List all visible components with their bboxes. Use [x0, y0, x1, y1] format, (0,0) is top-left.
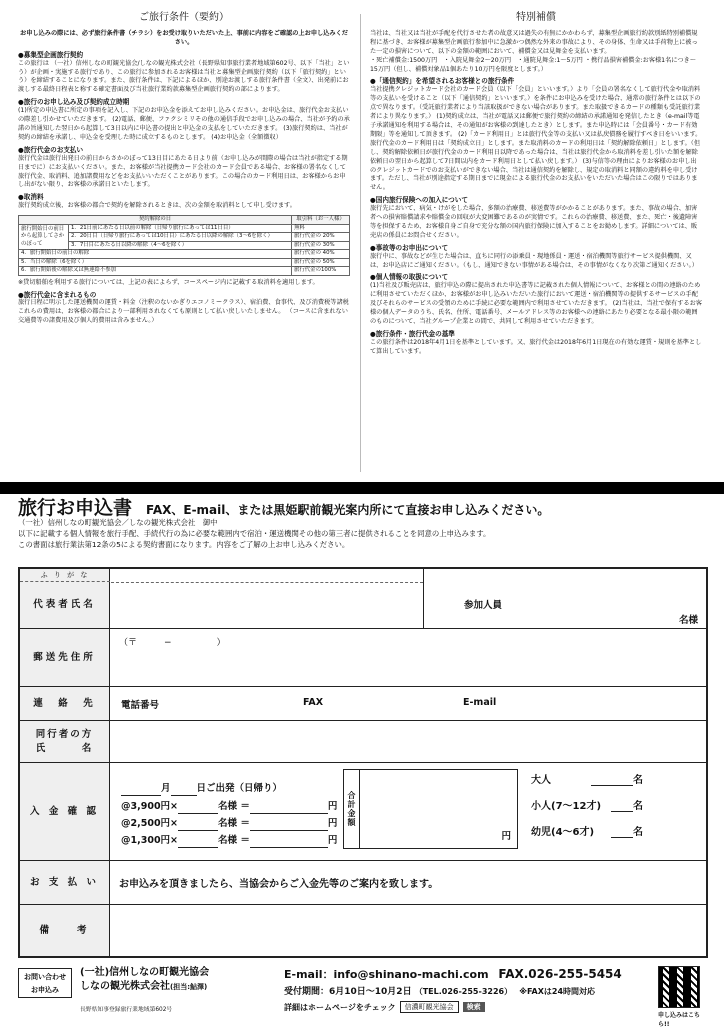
travel-conditions-lead: お申し込みの際には、必ず旅行条件書（チラシ）をお受け取りいただいた上、事前に内容をご確認の上お申し込みください。	[20, 29, 348, 46]
table-cell: 旅行代金の 20%	[292, 233, 350, 242]
search-box[interactable]: 信濃町観光協会	[400, 1001, 459, 1013]
total-label: 合計金額	[344, 770, 360, 848]
table-cell: 旅行代金の 40%	[292, 250, 350, 259]
column-divider	[360, 14, 361, 472]
section-heading: ●国内旅行保険への加入について	[370, 196, 468, 205]
table-row	[19, 233, 350, 242]
companions-input[interactable]	[111, 721, 708, 762]
table-row	[19, 267, 350, 276]
footer-fax: FAX.026-255-5454	[498, 967, 622, 981]
table-cell: 4．旅行開始日の前日の解除	[19, 250, 292, 259]
fax-hours-note: ※FAXは24時間対応	[519, 987, 596, 996]
form-note: この書面は旅行業法第12条の5による契約書面になります。内容をご了解の上お申し込みください。	[18, 540, 350, 549]
application-form-header	[18, 493, 718, 520]
table-header: 契約解除の日	[19, 216, 292, 225]
section-text: 旅行中に、事故などが生じた場合は、直ちに同行の添乗員・現地係員・運送・宿泊機関等旅行サービス提供機関、又は、お申込店にご通知ください。（もし、通知できない事情がある場合は、その事情がなくなり次第ご通知ください。）	[370, 252, 698, 269]
form-row-name	[20, 569, 706, 629]
section-text: 旅行契約成立後、お客様の都合で契約を解除されるときは、次の金額を取消料として申し受けます。	[18, 202, 296, 210]
qr-caption: 申し込みはこちら!!	[658, 1012, 701, 1028]
section-text: 旅行代金は旅行出発日の前日からさかのぼって13日目にあたる日より前（お申し込みが間際の場合は当社が指定する期日までに）にお支払いください。また、お客様が当社提携カード会社のカード会員である場合、お客様の署名なくして旅行代金、取消料、追加諸費用などをお支払いいただくことがあります。この場合のカード利用日は、お客様からお申し出がない限り、お客様の承諾日といたします。	[18, 154, 348, 189]
participants-unit: 名様	[678, 615, 698, 626]
contact-fields[interactable]	[111, 687, 708, 720]
payment-label: お 支 払 い	[20, 861, 110, 904]
contact-label: 連 絡 先	[20, 687, 110, 720]
name-label-text: 代表者氏名	[33, 598, 96, 610]
application-form	[18, 567, 708, 958]
table-note: ※貸切船舶を利用する旅行については、上記の表によらず、コースページ内に記載する取消料を適用します。	[18, 278, 319, 286]
section-text: 旅行先において、病気・けがをした場合、多額の治療費、移送費等がかかることがあります。また、事故の場合、加害者への損害賠償請求や賠償金の回収が大変困難であるのが実情です。これらの治療費、移送費、また、死亡・後遺障害等を担保するため、お客様自身ご自身で充分な額の国内旅行保険に加入することをお勧めします。詳細については、販売店の係員にお問合せください。	[370, 205, 698, 239]
section-heading: ●旅行のお申し込み及び契約成立時期	[18, 98, 130, 107]
total-yen: 円	[501, 831, 511, 842]
section-heading: ●取消料	[18, 193, 44, 202]
price-line: @3,900円× 名様 ＝ 円	[121, 801, 338, 812]
section-heading: ●募集型企画旅行契約	[18, 50, 84, 59]
section-heading: ●事故等のお申出について	[370, 243, 449, 252]
reception-period: 受付期間：6月10日～10月2日	[284, 987, 412, 997]
section-heading: ●個人情報の取扱について	[370, 273, 449, 282]
furigana-label: ふ り が な	[20, 569, 110, 582]
organizer-registration: 長野県知事登録旅行業地域第602号	[80, 1007, 173, 1013]
participants-field[interactable]	[424, 569, 708, 628]
section-text: この旅行条件は2018年4月1日を基準としています。又、旅行代金は2018年6月1日現在の有効な運賃・規則を基準として算出しています。	[370, 338, 702, 355]
table-cell: 1．21日前にあたる日以前の解除（日帰り旅行にあっては11日目）	[69, 224, 292, 233]
table-cell: 無料	[292, 224, 350, 233]
table-header: 取引料（お一人様）	[292, 216, 350, 225]
phone-label: 電話番号	[121, 700, 160, 711]
remarks-label: 備 考	[20, 905, 110, 956]
price-line: @1,300円× 名様 ＝ 円	[121, 835, 338, 846]
count-infant: 幼児(4～6才) 名	[531, 827, 643, 838]
name-input[interactable]	[111, 569, 423, 628]
form-row-payment	[20, 861, 706, 905]
search-button[interactable]: 検索	[463, 1002, 485, 1012]
section-heading: ●旅行代金のお支払い	[18, 145, 84, 154]
footer-tel: （TEL.026-255-3226）	[414, 987, 513, 996]
form-addressee: （一社）信州しなの町観光協会／しなの観光株式会社 御中	[18, 518, 218, 527]
special-compensation-column	[370, 12, 702, 492]
table-cell: 旅行代金の 50%	[292, 258, 350, 267]
section-text: 旅行日程に明示した運送機関の運賃・料金（注釈のないかぎりエコノミークラス）、宿泊費、食事代、及び消費税等諸税これらの費用は、お客様の都合により一部利用されなくても原則として払い戻しいたしません。 （コースに含まれない交通費等の諸費用及び個人的費用は含みません。）	[18, 299, 349, 325]
email-label: E-mail	[463, 697, 497, 708]
section-text: 当社提携クレジットカード会社のカード会員（以下「会員」といいます。）より「会員の署名なくして旅行代金や取消料等の支払いを受けること（以下「通信契約」といいます。）を条件にお申込みを受けた場合、通常の旅行条件とは以下の点で異なります。（受託旅行業者により当該取扱ができない場合があります。また取扱できるカードの種類も受託旅行業者により異なります。） (1)契約成立は、当社が電話又は郵便で旅行契約の締結の承諾通知を発信したとき（e-mail等電子承諾通知を利用する場合は、その通知がお客様の到達したとき）とします。また申込時には「会員番号・カード有効期限」等を通知して頂きます。 (2)「カード利用日」とは旅行代金等の支払い又は払戻債務を履行すべき日をいいます。旅行代金のカード利用日は「契約成立日」とします。また取消料のカードの利用日は「契約解除依頼日」とします。（但し、契約解除依頼日が旅行代金のカード利用日以降であった場合は、当社は旅行代金から取消料を差し引いた額を解除依頼日の翌日から起算して7日間以内をカード利用日として払い戻します。） (3)与信等の理由によりお客様のお申し出のクレジットカードでのお支払いができない場合、当社は通信契約を解除し、規定の取消料と同額の違約料を申し受けます。ただし、当社が別途指定する期日までに現金による旅行代金のお支払いをいただいた場合はこの限りではありません。	[370, 86, 702, 192]
table-row	[19, 224, 350, 233]
fax-label: FAX	[303, 697, 324, 708]
table-row	[19, 241, 350, 250]
payment-note-cell	[111, 861, 708, 904]
footer	[18, 964, 708, 1028]
payment-note: お申込みを頂きましたら、当協会からご入金先等のご案内を致します。	[119, 879, 439, 890]
form-row-contact	[20, 687, 706, 721]
organizer-contact-person: (担当:鮎澤)	[170, 983, 208, 991]
participants-label: 参加人員	[464, 600, 503, 611]
section-text: (1)所定の申込書に所定の事項を記入し、下記のお申込金を添えてお申し込みください。お申込金は、旅行代金お支払いの際差し引かせていただきます。 (2)電話、郵便、ファクシミリその他の通信手段でお申し込みの場合、当社が予約の承諾の旨通知した翌日から起算して3日以内に申込書の提出と申込金の支払をしていただきます。 (3)旅行契約は、当社が契約の締結を承諾し、申込金を受理した時に成立するものとします。 (4)お申込金（全額徴収）	[18, 107, 350, 141]
section-text: (1)当社及び販売店は、旅行申込の際に提出された申込書等に記載された個人情報について、お客様との間の連絡のために利用させていただくほか、お客様がお申し込みいただいた旅行において運送・宿泊機関等の提供するサービスの手配及びそれらのサービスの受領のために手続に必要な範囲内で利用させていただきます。 (2)当社は、当社で保有するお客様の個人データのうち、氏名、住所、電話番号、メールアドレス等のお客様への連絡にあたり必要となる最小限の範囲のものについて、当社グループ企業との間で、共同して利用させていただきます。	[370, 282, 702, 325]
travel-conditions-title: ご旅行条件（要約）	[139, 12, 229, 23]
section-heading: ●旅行条件・旅行代金の基準	[370, 329, 455, 338]
form-row-companions	[20, 721, 706, 763]
table-cell: 5．当日の解除（6を除く）	[19, 258, 292, 267]
address-input[interactable]	[111, 629, 708, 686]
qr-code[interactable]	[658, 966, 700, 1008]
section-heading: ●「通信契約」を希望されるお客様との旅行条件	[370, 77, 515, 86]
table-cell: 旅行代金の 30%	[292, 241, 350, 250]
postal-code-field: （〒 − ）	[119, 638, 226, 648]
form-subtitle: FAX、E-mail、または黒姫駅前観光案内所にて直接お申し込みください。	[146, 503, 550, 517]
form-intro	[18, 517, 718, 550]
cancellation-fee-table	[18, 215, 350, 276]
form-title: 旅行お申込書	[18, 497, 133, 519]
organizer	[80, 966, 209, 994]
count-adult: 大人 名	[531, 775, 643, 786]
table-cell: 旅行代金の100%	[292, 267, 350, 276]
companions-label: 同行者の方 氏 名	[20, 721, 110, 762]
section-text: ・死亡補償金:1500万円 ・入院見舞金2～20万円 ・通院見舞金:1～5万円 ・携行品損害補償金:お客様1名につき～15万円（但し、補償対象品1個あたり10万円を限度とします。）	[370, 56, 696, 73]
form-row-payment-check	[20, 763, 706, 861]
table-cell: 6．旅行開始後の解除又は無連絡不参加	[19, 267, 292, 276]
section-text: この旅行は （一社）信州しなの町観光協会/しなの観光株式会社（長野県知事旅行業者地域第602号、以下「当社」という）が企画・実施する旅行であり、この旅行に参加されるお客様は当社と募集型企画旅行契約（以下「旅行契約」という）を締結することになります。また、旅行条件は、下記によるほか、別途お渡しする旅行条件書（全文）、出発前にお渡しする最終日程表と称する確定書面及び当社旅行業約款募集型企画旅行契約の部によります。	[18, 59, 350, 94]
table-row	[19, 250, 350, 259]
section-heading: ●旅行代金に含まれるもの	[18, 290, 97, 299]
footer-contact	[284, 966, 654, 1013]
payment-fields[interactable]	[111, 763, 708, 860]
price-line: @2,500円× 名様 ＝ 円	[121, 818, 338, 829]
special-compensation-title: 特別補償	[516, 12, 556, 23]
remarks-input[interactable]	[111, 905, 708, 956]
table-group-label: 旅行開始日の前日から起算してさかのぼって	[19, 224, 69, 250]
organizer-name-1: (一社)信州しなの町観光協会	[80, 967, 210, 978]
section-text: 当社は、当社又は当社が手配を代行させた者の故意又は過失の有無にかかわらず、募集型企画旅行約款別紙特別補償規程に基づき、お客様が募集型企画旅行参加中に急激かつ偶然な外来の事故により、その身体、生命又は手荷物上に被った一定の損害について、以下の金額の範囲において、補償金又は見舞金を支払います。	[370, 29, 698, 55]
form-row-address	[20, 629, 706, 687]
total-amount-box[interactable]	[343, 769, 518, 849]
footer-email[interactable]: E-mail：info@shinano-machi.com	[284, 968, 489, 981]
address-label: 郵送先住所	[20, 629, 110, 686]
detail-text: 詳細はホームページをチェック	[284, 1002, 396, 1012]
table-cell: 2．20日目（日帰り旅行にあっては10日目）にあたる日以降の解除（3～6を除く）	[69, 233, 292, 242]
form-row-remarks	[20, 905, 706, 956]
contact-tag: お問い合わせ お申込み	[18, 968, 72, 998]
table-row	[19, 258, 350, 267]
departure-date-line: 月 日ご出発（日帰り）	[121, 781, 282, 796]
form-consent: 以下に記載する個人情報を旅行手配、手続代行の為に必要な範囲内で宿泊・運送機関その他の第三者に提供されることを同意の上申込みます。	[18, 529, 491, 538]
table-cell: 3．7日目にあたる日以降の解除（4～6を除く）	[69, 241, 292, 250]
payment-check-label: 入 金 確 認	[20, 763, 110, 860]
count-child: 小人(7～12才) 名	[531, 801, 643, 812]
organizer-name-2: しなの観光株式会社	[80, 981, 170, 992]
